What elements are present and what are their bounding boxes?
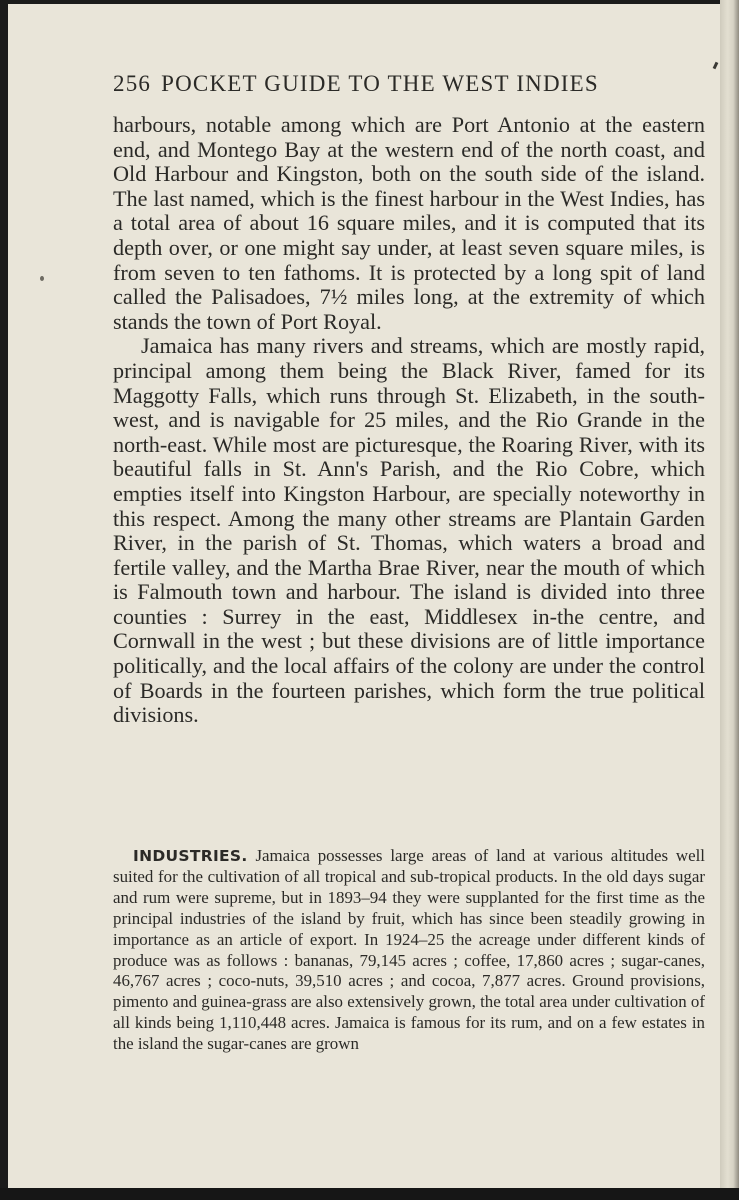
industries-text: Jamaica possesses large areas of land at various altitudes well suited for the cultivation of all tropical and sub-tropical products. In the old days sugar and rum were supreme, but in 1893–94 they were supplanted for the first time as the principal industries of the island by fruit, which has since been steadily growing in importance as an article of export. In 1924–25 the acreage under different kinds of produce was as follows : bananas, 79,145 acres ; coffee, 17,860 acres ; sugar-canes, 46,767 acres ; coco-nuts, 39,510 acres ; and cocoa, 7,877 acres. Ground provisions, pimento and guinea-grass are also extensively grown, the total area under cultivation of all kinds being 1,110,448 acres. Jamaica is famous for its rum, and on a few estates in the island the sugar-canes are grown [113,846,705,1054]
paragraph-rivers: Jamaica has many rivers and streams, which are mostly rapid, principal among them being the Black River, famed for its Maggotty Falls, which runs through St. Elizabeth, in the south-west, and is navigable for 25 miles, and the Rio Grande in the north-east. While most are picturesque, the Roaring River, with its beautiful falls in St. Ann's Parish, and the Rio Cobre, which empties itself into Kingston Harbour, are specially noteworthy in this respect. Among the many other streams are Plantain Garden River, in the parish of St. Thomas, which waters a broad and fertile valley, and the Martha Brae River, near the mouth of which is Falmouth town and harbour. The island is divided into three counties : Surrey in the east, Middlesex in-the centre, and Cornwall in the west ; but these divisions are of little importance politically, and the local affairs of the colony are under the control of Boards in the fourteen parishes, which form the true political divisions. [113,333,705,728]
page-bottom-edge [0,1188,739,1200]
industries-section [113,846,705,1055]
main-text [113,113,705,728]
industries-heading: INDUSTRIES. [133,847,248,865]
running-header [113,71,673,97]
running-title: POCKET GUIDE TO THE WEST INDIES [161,71,599,96]
paragraph-harbours: harbours, notable among which are Port Antonio at the eastern end, and Montego Bay at the western end of the north coast, and Old Harbour and Kingston, both on the south side of the island. The last named, which is the finest harbour in the West Indies, has a total area of about 16 square miles, and it is computed that its depth over, or one might say under, at least seven square miles, is from seven to ten fathoms. It is protected by a long spit of land called the Palisadoes, 7½ miles long, at the extremity of which stands the town of Port Royal. [113,112,705,334]
page-number: 256 [113,71,152,96]
industries-paragraph [113,846,705,1055]
page-gutter [720,0,739,1200]
margin-speck [40,276,44,281]
